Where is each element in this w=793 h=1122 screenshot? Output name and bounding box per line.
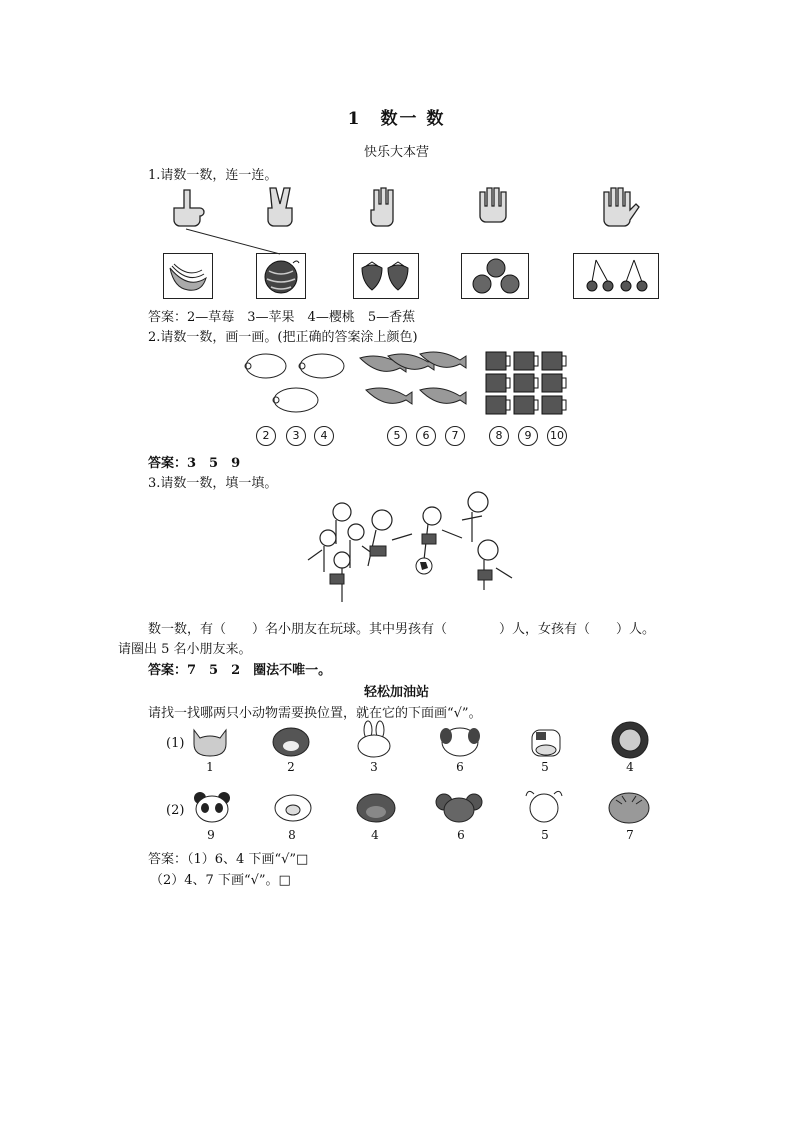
goat-icon — [524, 788, 564, 826]
row-2-number: 7 — [626, 828, 634, 842]
lion-icon — [606, 720, 654, 760]
answer-4-part-2: （2）4、7 下画“√”。□ — [150, 873, 291, 888]
option-circle[interactable]: 9 — [518, 426, 538, 446]
question-4: 请找一找哪两只小动物需要换位置，就在它的下面画“√”。 — [148, 706, 482, 721]
panda-icon — [192, 790, 232, 824]
option-circle[interactable]: 4 — [314, 426, 334, 446]
pig-icon — [272, 790, 314, 824]
bear-icon — [270, 724, 312, 758]
row-1-number: 5 — [541, 760, 549, 774]
option-circle[interactable]: 7 — [445, 426, 465, 446]
fruit-box-cherry — [573, 253, 659, 299]
dog-icon — [438, 724, 482, 758]
banana-icon — [168, 260, 208, 292]
question-2: 2.请数一数，画一画。(把正确的答案涂上颜色) — [148, 330, 418, 345]
fruit-box-strawberry — [353, 253, 419, 299]
row-2-number: 9 — [207, 828, 215, 842]
answer-3: 答案：7 5 2 圈法不唯一。 — [148, 663, 332, 678]
answer-4-part-1: 答案：（1）6、4 下画“√”□ — [148, 852, 309, 867]
page-title: 1 数一 数 — [347, 109, 446, 129]
tiger-icon — [606, 788, 652, 826]
fruit-box-apple — [461, 253, 529, 299]
row-2-number: 5 — [541, 828, 549, 842]
watermelon-icon — [261, 257, 301, 295]
row-1-number: 1 — [206, 760, 214, 774]
fruit-box-watermelon — [256, 253, 306, 299]
row-1-label: (1) — [166, 736, 185, 751]
answer-2: 答案：3 5 9 — [148, 456, 241, 471]
cup-group-icon — [484, 350, 574, 420]
row-2-number: 4 — [371, 828, 379, 842]
row-1-number: 2 — [287, 760, 295, 774]
children-playing-ball-icon — [302, 490, 524, 612]
question-3: 3.请数一数，填一填。 — [148, 476, 278, 491]
row-2-number: 6 — [457, 828, 465, 842]
hippo-icon — [354, 790, 398, 824]
question-3-text: 数一数，有（ ）名小朋友在玩球。其中男孩有（ ）人，女孩有（ ）人。 — [148, 622, 656, 637]
question-3-instruction: 请圈出 5 名小朋友来。 — [118, 642, 252, 657]
cherry-icon — [580, 256, 654, 296]
answer-1: 答案：2—草莓 3—苹果 4—樱桃 5—香蕉 — [148, 310, 416, 325]
section-heading-happy-camp: 快乐大本营 — [363, 145, 429, 160]
cow-icon — [526, 724, 566, 758]
option-circle[interactable]: 8 — [489, 426, 509, 446]
mouse-icon — [436, 790, 482, 824]
rabbit-icon — [354, 722, 394, 758]
option-circle[interactable]: 2 — [256, 426, 276, 446]
cat-icon — [190, 724, 230, 758]
row-1-number: 3 — [370, 760, 378, 774]
apple-icon — [468, 256, 524, 296]
option-circle[interactable]: 3 — [286, 426, 306, 446]
row-1-number: 4 — [626, 760, 634, 774]
row-1-number: 6 — [456, 760, 464, 774]
strawberry-icon — [358, 260, 414, 292]
fish-group-icon — [358, 350, 482, 418]
option-circle[interactable]: 6 — [416, 426, 436, 446]
row-2-number: 8 — [288, 828, 296, 842]
section-heading-refuel-station: 轻松加油站 — [363, 685, 429, 700]
row-2-label: (2) — [166, 803, 185, 818]
fruit-box-banana — [163, 253, 213, 299]
option-circle[interactable]: 5 — [387, 426, 407, 446]
question-1: 1.请数一数，连一连。 — [148, 168, 278, 183]
option-circle[interactable]: 10 — [547, 426, 567, 446]
pig-group-icon — [240, 350, 358, 418]
